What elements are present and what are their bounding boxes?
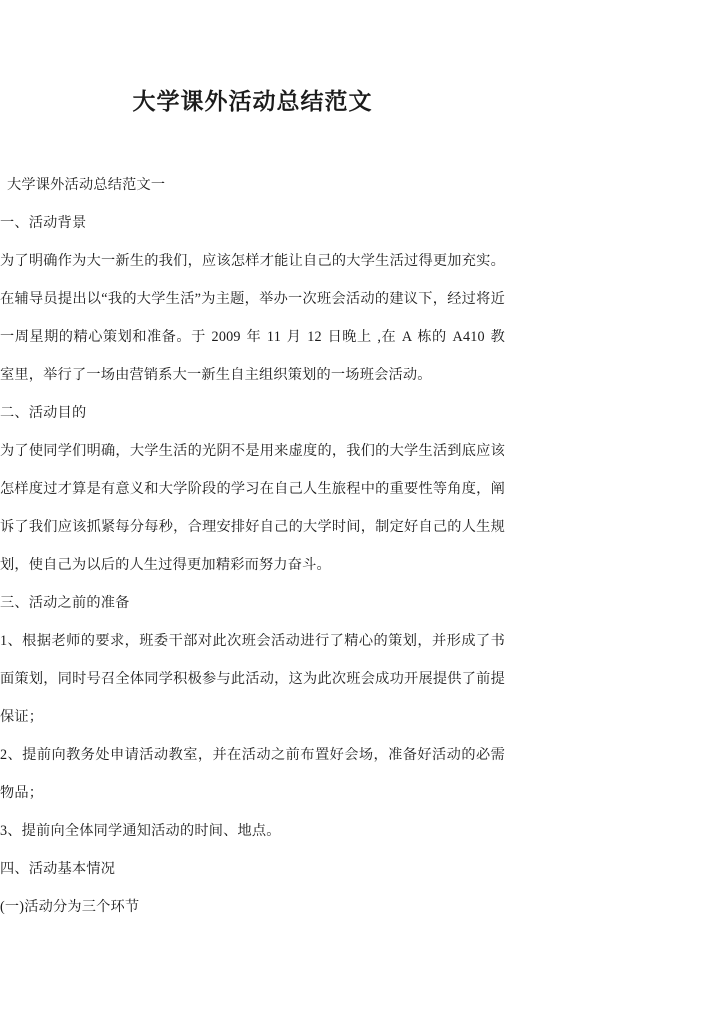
section-paragraph-1: 为了明确作为大一新生的我们，应该怎样才能让自己的大学生活过得更加充实。在辅导员提出以“我的大学生活”为主题，举办一次班会活动的建议下，经过将近一周星期的精心策划和准备。于 2009 年 11 月 12 日晚上 ,在 A 栋的 A410 教室里，举行了一场由营销系大一新生自主组织策划的一场班会活动。 [0,253,505,383]
document-content [0,166,505,926]
section-heading-3: 三、活动之前的准备 [0,595,130,611]
section-heading-1: 一、活动背景 [0,215,87,231]
preparation-item-2: 2、提前向教务处申请活动教室，并在活动之前布置好会场，准备好活动的必需物品； [0,747,505,801]
subsection-heading-4-1: (一)活动分为三个环节 [0,899,140,915]
section-heading-4: 四、活动基本情况 [0,861,116,877]
preparation-item-3: 3、提前向全体同学通知活动的时间、地点。 [0,823,281,839]
page-title: 大学课外活动总结范文 [132,89,373,114]
document-subtitle: 大学课外活动总结范文一 [7,177,166,193]
section-paragraph-2: 为了使同学们明确，大学生活的光阴不是用来虚度的，我们的大学生活到底应该怎样度过才算是有意义和大学阶段的学习在自己人生旅程中的重要性等角度，阐诉了我们应该抓紧每分每秒，合理安排好自己的大学时间，制定好自己的人生规划，使自己为以后的人生过得更加精彩而努力奋斗。 [0,443,505,573]
section-heading-2: 二、活动目的 [0,405,87,421]
preparation-item-1: 1、根据老师的要求，班委干部对此次班会活动进行了精心的策划，并形成了书面策划，同时号召全体同学积极参与此活动，这为此次班会成功开展提供了前提保证； [0,633,505,725]
